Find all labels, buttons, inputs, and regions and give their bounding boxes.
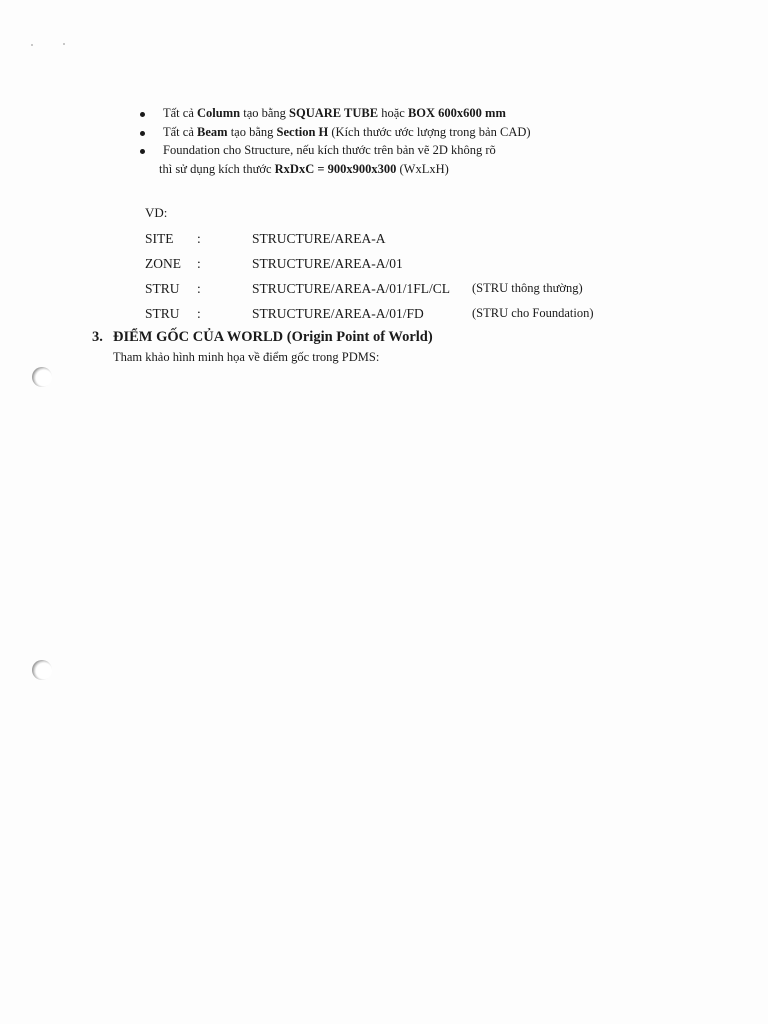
bullet-term: Beam xyxy=(197,124,228,139)
bullet-term: SQUARE TUBE xyxy=(289,106,379,120)
bullet-text: hoặc xyxy=(378,106,408,120)
table-row xyxy=(145,226,594,251)
bullet-text: tạo bằng xyxy=(227,124,277,139)
section-description: Tham khảo hình minh họa về điểm gốc trong PDMS: xyxy=(113,350,380,364)
spec-bullet-list xyxy=(138,104,531,178)
row-note xyxy=(450,251,594,276)
bullet-term: Column xyxy=(197,106,241,120)
row-separator: : xyxy=(197,305,201,321)
row-key: SITE xyxy=(145,230,174,246)
table-row xyxy=(145,276,594,301)
row-note: (STRU thông thường) xyxy=(472,281,583,295)
bullet-continuation xyxy=(159,160,531,179)
bullet-text: (WxLxH) xyxy=(396,161,449,176)
bullet-foundation xyxy=(138,141,531,178)
punch-hole-icon xyxy=(32,367,52,387)
row-path: STRUCTURE/AREA-A/01/FD xyxy=(252,305,424,321)
example-label: VD: xyxy=(145,205,168,220)
row-key: STRU xyxy=(145,280,180,296)
table-row xyxy=(145,251,594,276)
bullet-beam xyxy=(138,123,531,142)
bullet-text: Tất cả xyxy=(163,106,198,120)
row-separator: : xyxy=(197,280,201,296)
scan-mark xyxy=(31,44,33,46)
row-note: (STRU cho Foundation) xyxy=(472,306,594,320)
row-path: STRUCTURE/AREA-A xyxy=(252,230,386,246)
section-number: 3. xyxy=(92,329,103,345)
row-path: STRUCTURE/AREA-A/01/1FL/CL xyxy=(252,280,451,296)
bullet-text: thì sử dụng kích thước xyxy=(159,161,275,176)
row-separator: : xyxy=(197,230,201,246)
bullet-text: tạo bằng xyxy=(240,106,290,120)
bullet-term: Section H xyxy=(276,124,329,139)
row-key: ZONE xyxy=(145,255,181,271)
table-row xyxy=(145,301,594,326)
bullet-text: Tất cả xyxy=(163,124,198,139)
example-table xyxy=(145,226,594,326)
punch-hole-icon xyxy=(32,660,52,680)
row-note xyxy=(450,226,594,251)
row-separator: : xyxy=(197,255,201,271)
bullet-term: BOX 600x600 mm xyxy=(407,106,506,120)
bullet-column xyxy=(138,104,531,123)
scan-mark xyxy=(63,43,65,45)
row-path: STRUCTURE/AREA-A/01 xyxy=(252,255,403,271)
bullet-text: Foundation cho Structure, nếu kích thước trên bản vẽ 2D không rõ xyxy=(163,143,496,157)
bullet-term: RxDxC = 900x900x300 xyxy=(274,161,397,176)
section-title: ĐIỂM GỐC CỦA WORLD (Origin Point of World) xyxy=(113,329,433,345)
section-heading xyxy=(92,329,433,346)
row-key: STRU xyxy=(145,305,180,321)
bullet-text: (Kích thước ước lượng trong bản CAD) xyxy=(328,124,531,139)
